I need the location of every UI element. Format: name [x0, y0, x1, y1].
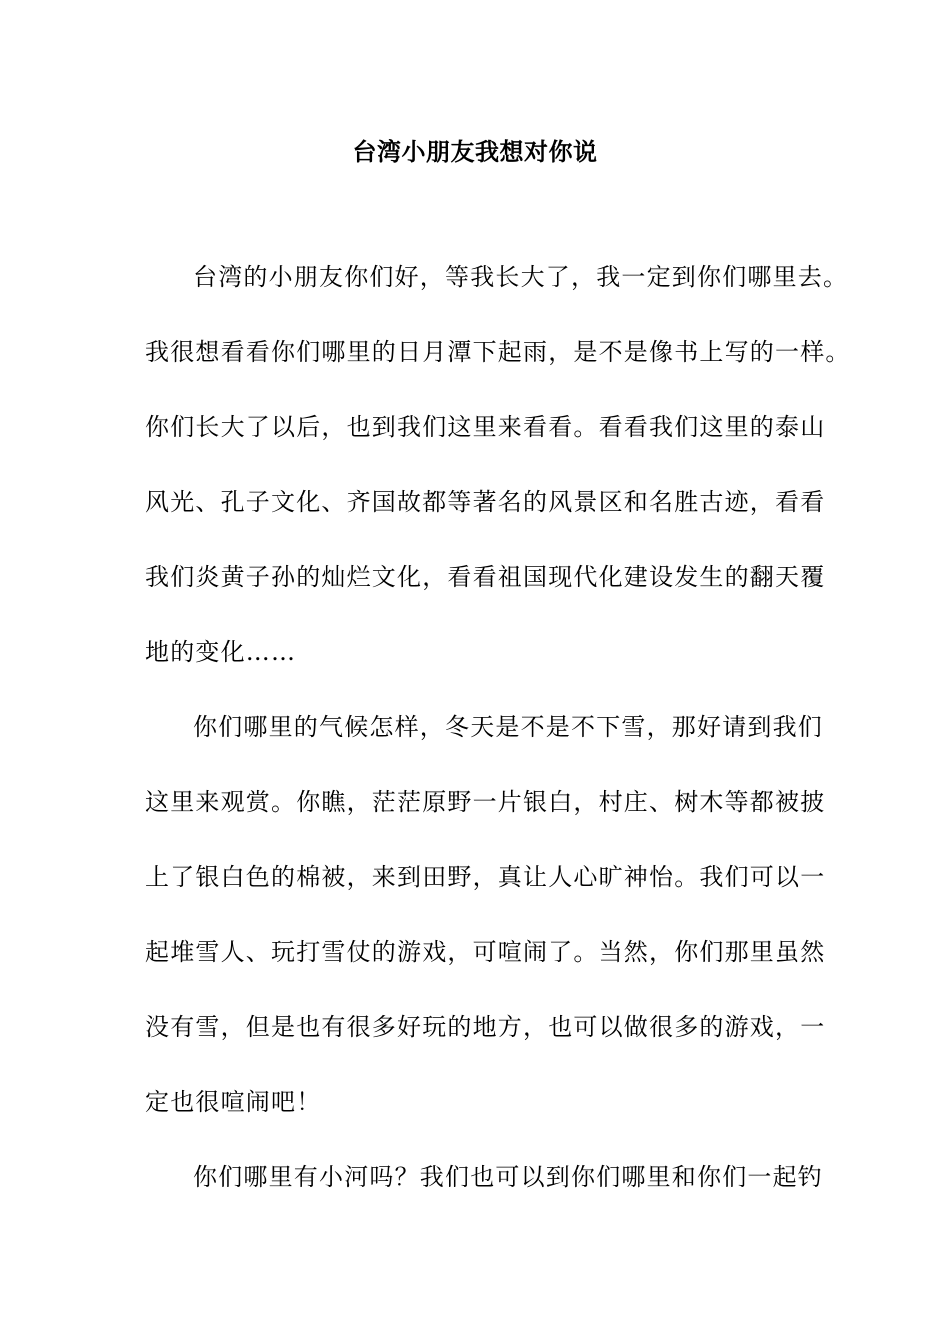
- paragraph-2-line-5: 没有雪，但是也有很多好玩的地方，也可以做很多的游戏，一: [145, 1013, 826, 1041]
- paragraph-1-line-2: 我很想看看你们哪里的日月潭下起雨，是不是像书上写的一样。: [145, 338, 851, 366]
- document-title: 台湾小朋友我想对你说: [352, 137, 598, 166]
- paragraph-1-line-1: 台湾的小朋友你们好，等我长大了，我一定到你们哪里去。: [193, 263, 849, 291]
- paragraph-2-line-1: 你们哪里的气候怎样，冬天是不是不下雪，那好请到我们: [193, 713, 823, 741]
- paragraph-2-line-3: 上了银白色的棉被，来到田野，真让人心旷神怡。我们可以一: [145, 863, 826, 891]
- paragraph-3-line-1: 你们哪里有小河吗？我们也可以到你们哪里和你们一起钓: [193, 1163, 823, 1191]
- paragraph-1-line-4: 风光、孔子文化、齐国故都等著名的风景区和名胜古迹，看看: [145, 488, 826, 516]
- paragraph-2-line-4: 起堆雪人、玩打雪仗的游戏，可喧闹了。当然，你们那里虽然: [145, 938, 826, 966]
- paragraph-2-line-6: 定也很喧闹吧！: [145, 1088, 322, 1116]
- paragraph-1-line-6: 地的变化……: [145, 638, 297, 666]
- paragraph-2-line-2: 这里来观赏。你瞧，茫茫原野一片银白，村庄、树木等都被披: [145, 788, 826, 816]
- paragraph-1-line-3: 你们长大了以后，也到我们这里来看看。看看我们这里的泰山: [145, 413, 826, 441]
- paragraph-1-line-5: 我们炎黄子孙的灿烂文化，看看祖国现代化建设发生的翻天覆: [145, 563, 826, 591]
